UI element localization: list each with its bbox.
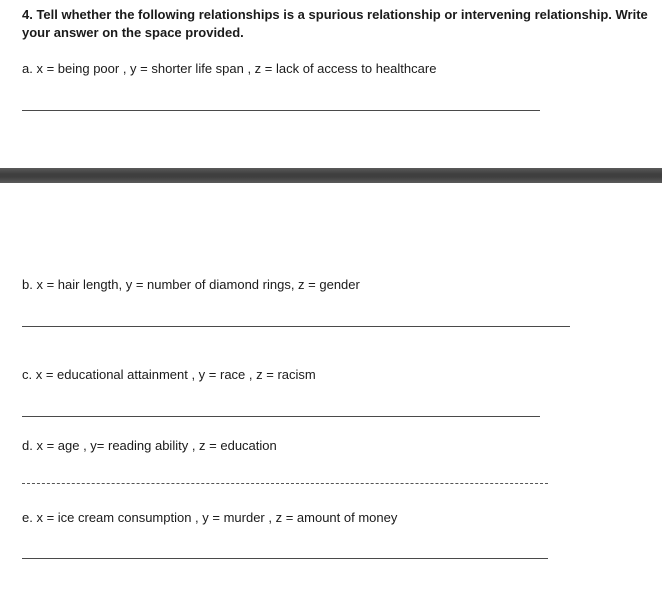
item-b-text: b. x = hair length, y = number of diamond rings, z = gender [22,277,360,292]
item-e-text: e. x = ice cream consumption , y = murder , z = amount of money [22,510,398,525]
question-heading-line-1: 4. Tell whether the following relationships is a spurious relationship or intervening relationship. Write [22,7,648,22]
item-a-text: a. x = being poor , y = shorter life span , z = lack of access to healthcare [22,61,437,76]
item-e-answer-line[interactable] [22,558,548,559]
item-c-answer-line[interactable] [22,416,540,417]
item-d-answer-line[interactable] [22,483,548,484]
page-break-separator [0,168,662,183]
item-a-answer-line[interactable] [22,110,540,111]
question-heading [22,6,652,42]
question-heading-line-2: your answer on the space provided. [22,25,244,40]
item-d-text: d. x = age , y= reading ability , z = education [22,438,277,453]
item-b-answer-line[interactable] [22,326,570,327]
item-c-text: c. x = educational attainment , y = race , z = racism [22,367,316,382]
